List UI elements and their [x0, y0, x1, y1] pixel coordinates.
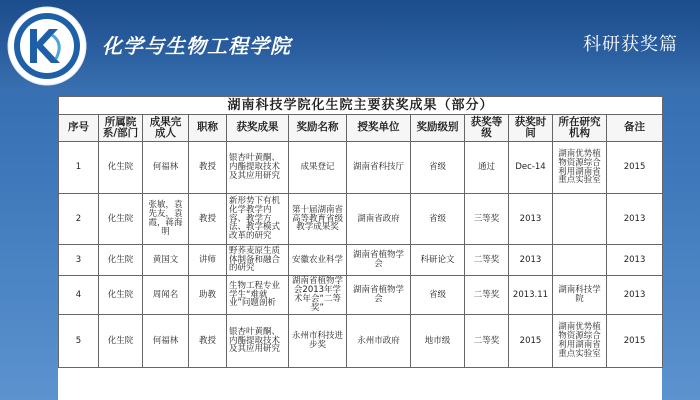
cell-unit: 永州市政府	[347, 315, 411, 368]
cell-award-name: 第十届湖南省高等教育省级教学成果奖	[289, 194, 347, 245]
column-header: 获奖成果	[227, 115, 289, 142]
cell-dept: 化生院	[99, 194, 143, 245]
cell-achievement: 生物工程专业学生“难就业”问题剖析	[227, 276, 289, 315]
cell-no: 2	[59, 194, 99, 245]
cell-time: 2013	[509, 245, 553, 276]
column-header: 获奖时间	[509, 115, 553, 142]
cell-person: 黄国文	[143, 245, 189, 276]
cell-person: 何福林	[143, 142, 189, 194]
column-header: 奖励级别	[411, 115, 465, 142]
cell-unit: 湖南省植物学会	[347, 245, 411, 276]
cell-dept: 化生院	[99, 245, 143, 276]
cell-institute: 湖南优势植物资源综合利用湖南省重点实验室	[553, 142, 607, 194]
college-name: 化学与生物工程学院	[102, 34, 291, 58]
cell-achievement: 银杏叶黄酮、内酯提取技术及其应用研究	[227, 142, 289, 194]
cell-level: 省级	[411, 194, 465, 245]
cell-institute: 湖南优势植物资源综合利用湖南省重点实验室	[553, 315, 607, 368]
cell-grade: 二等奖	[465, 315, 509, 368]
cell-note: 2013	[607, 194, 663, 245]
table-row	[59, 194, 663, 245]
cell-note: 2013	[607, 245, 663, 276]
cell-unit: 湖南省植物学会	[347, 276, 411, 315]
cell-grade: 三等奖	[465, 194, 509, 245]
cell-institute	[553, 194, 607, 245]
cell-dept: 化生院	[99, 276, 143, 315]
cell-institute	[553, 245, 607, 276]
cell-level: 省级	[411, 142, 465, 194]
table-row	[59, 315, 663, 368]
cell-time: Dec-14	[509, 142, 553, 194]
awards-table-container	[58, 96, 662, 400]
awards-table	[58, 96, 663, 368]
cell-no: 5	[59, 315, 99, 368]
cell-grade: 二等奖	[465, 276, 509, 315]
cell-unit: 湖南省科技厅	[347, 142, 411, 194]
cell-person: 周闻名	[143, 276, 189, 315]
column-header: 职称	[189, 115, 227, 142]
cell-level: 省级	[411, 276, 465, 315]
cell-dept: 化生院	[99, 142, 143, 194]
cell-award-name: 安徽农业科学	[289, 245, 347, 276]
cell-title: 教授	[189, 142, 227, 194]
table-row	[59, 142, 663, 194]
cell-note: 2013	[607, 276, 663, 315]
column-header: 获奖等级	[465, 115, 509, 142]
cell-level: 科研论文	[411, 245, 465, 276]
table-header-row	[59, 115, 663, 142]
cell-title: 教授	[189, 315, 227, 368]
cell-grade: 二等奖	[465, 245, 509, 276]
cell-time: 2013	[509, 194, 553, 245]
cell-grade: 通过	[465, 142, 509, 194]
cell-title: 讲师	[189, 245, 227, 276]
cell-achievement: 银杏叶黄酮、内酯提取技术及其应用研究	[227, 315, 289, 368]
header-banner	[0, 0, 700, 92]
column-header: 授奖单位	[347, 115, 411, 142]
section-title: 科研获奖篇	[583, 34, 678, 55]
cell-title: 教授	[189, 194, 227, 245]
cell-time: 2013.11	[509, 276, 553, 315]
column-header: 成果完成人	[143, 115, 189, 142]
cell-award-name: 永州市科技进步奖	[289, 315, 347, 368]
cell-no: 3	[59, 245, 99, 276]
column-header: 奖励名称	[289, 115, 347, 142]
cell-no: 4	[59, 276, 99, 315]
table-row	[59, 276, 663, 315]
cell-person: 何福林	[143, 315, 189, 368]
cell-person: 张敏，袁先友，袁霞，蒋海明	[143, 194, 189, 245]
cell-time: 2015	[509, 315, 553, 368]
university-logo	[6, 5, 88, 87]
cell-award-name: 成果登记	[289, 142, 347, 194]
table-row	[59, 245, 663, 276]
column-header: 序号	[59, 115, 99, 142]
cell-dept: 化生院	[99, 315, 143, 368]
cell-unit: 湖南省政府	[347, 194, 411, 245]
cell-achievement: 野荞麦原生质体制备和融合的研究	[227, 245, 289, 276]
column-header: 所在研究机构	[553, 115, 607, 142]
column-header: 所属院系/部门	[99, 115, 143, 142]
cell-level: 地市级	[411, 315, 465, 368]
cell-note: 2015	[607, 315, 663, 368]
cell-achievement: 新形势下有机化学教学内容、教学方法、教学模式改革的研究	[227, 194, 289, 245]
cell-award-name: 湖南省植物学会2013年学术年会“二等奖”	[289, 276, 347, 315]
cell-title: 助教	[189, 276, 227, 315]
cell-institute: 湖南科技学院	[553, 276, 607, 315]
cell-no: 1	[59, 142, 99, 194]
table-caption: 湖南科技学院化生院主要获奖成果（部分）	[59, 97, 663, 115]
cell-note: 2015	[607, 142, 663, 194]
column-header: 备注	[607, 115, 663, 142]
